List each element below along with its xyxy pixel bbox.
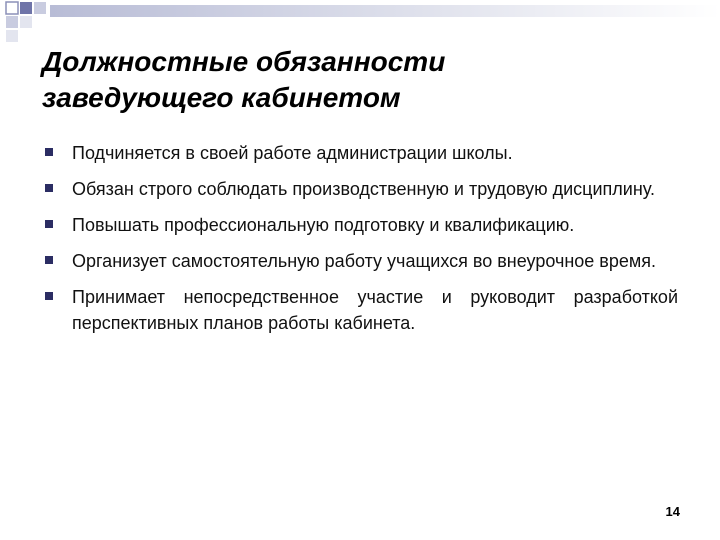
page-number: 14 (665, 504, 680, 519)
decor-gradient-bar (50, 5, 720, 17)
list-item (42, 248, 678, 274)
header-decoration (0, 0, 720, 48)
decor-square (34, 2, 46, 14)
slide-title-line-1: Должностные обязанности (42, 46, 446, 77)
list-item-text: Повышать профессиональную подготовку и квалификацию. (72, 215, 575, 235)
square-bullet-icon (45, 256, 53, 264)
list-item-text: Подчиняется в своей работе администрации школы. (72, 143, 513, 163)
slide-title-line-2: заведующего кабинетом (42, 82, 401, 113)
decor-square (6, 30, 18, 42)
bullet-list (42, 140, 678, 346)
list-item (42, 176, 678, 202)
list-item (42, 140, 678, 166)
list-item (42, 284, 678, 336)
slide-title (42, 44, 682, 116)
decor-square (20, 16, 32, 28)
list-item-text: Принимает непосредственное участие и руководит разработкой перспективных планов работы кабинета. (72, 287, 678, 333)
square-bullet-icon (45, 220, 53, 228)
list-item-text: Обязан строго соблюдать производственную и трудовую дисциплину. (72, 179, 655, 199)
list-item (42, 212, 678, 238)
decor-square (6, 2, 18, 14)
decor-square (20, 2, 32, 14)
list-item-text: Организует самостоятельную работу учащихся во внеурочное время. (72, 251, 657, 271)
square-bullet-icon (45, 184, 53, 192)
square-bullet-icon (45, 148, 53, 156)
decor-square (6, 16, 18, 28)
square-bullet-icon (45, 292, 53, 300)
